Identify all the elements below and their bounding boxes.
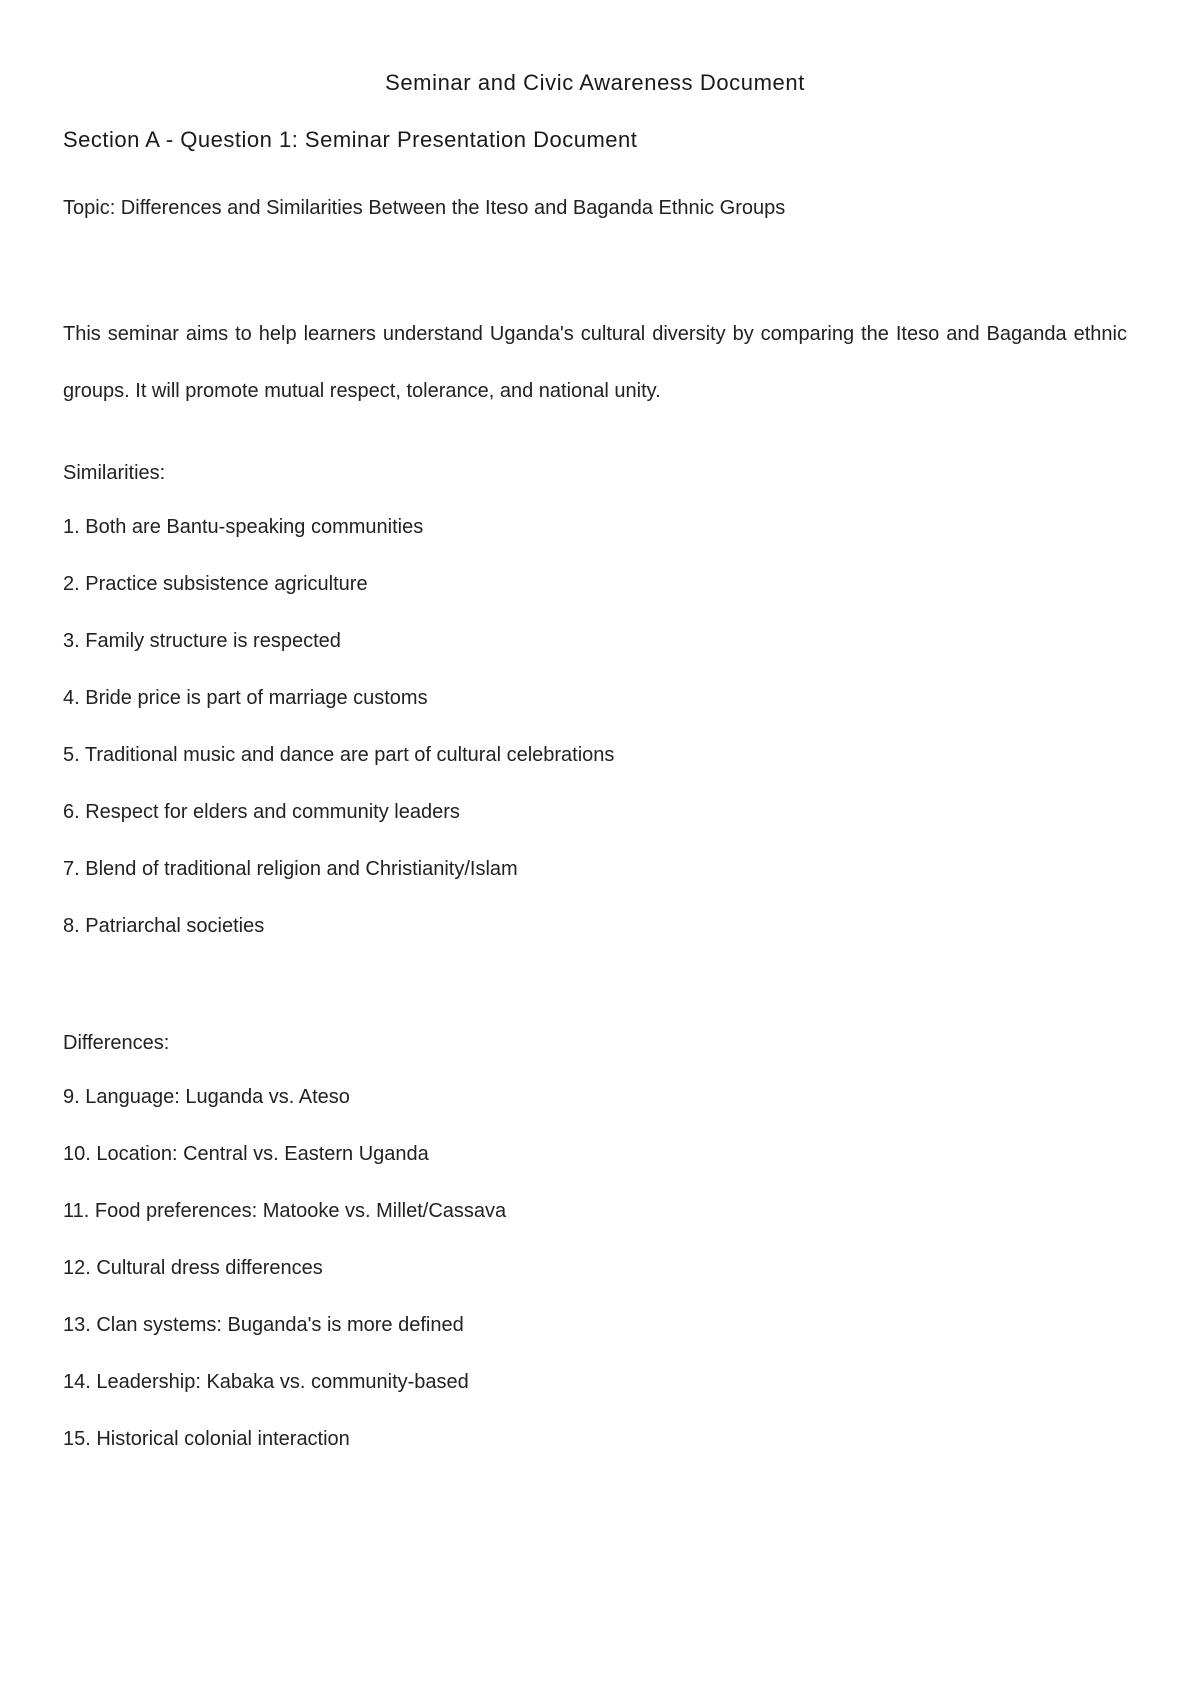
list-item: 1. Both are Bantu-speaking communities — [63, 516, 424, 538]
list-item: 10. Location: Central vs. Eastern Uganda — [63, 1143, 429, 1165]
list-item: 7. Blend of traditional religion and Christianity/Islam — [63, 858, 518, 880]
list-item: 3. Family structure is respected — [63, 630, 341, 652]
document-title: Seminar and Civic Awareness Document — [385, 70, 805, 95]
similarities-label: Similarities: — [63, 462, 166, 484]
differences-label: Differences: — [63, 1032, 170, 1054]
list-item: 5. Traditional music and dance are part of cultural celebrations — [63, 744, 615, 766]
list-item: 6. Respect for elders and community leaders — [63, 801, 460, 823]
intro-paragraph: This seminar aims to help learners understand Uganda's cultural diversity by comparing the Iteso and Baganda ethnic groups. It will promote mutual respect, tolerance, and national unity. — [63, 323, 1127, 402]
list-item: 13. Clan systems: Buganda's is more defined — [63, 1314, 464, 1336]
list-item: 14. Leadership: Kabaka vs. community-based — [63, 1371, 469, 1393]
differences-list — [63, 1085, 506, 1484]
list-item: 2. Practice subsistence agriculture — [63, 573, 368, 595]
list-item: 15. Historical colonial interaction — [63, 1428, 350, 1450]
list-item: 9. Language: Luganda vs. Ateso — [63, 1086, 350, 1108]
list-item: 4. Bride price is part of marriage customs — [63, 687, 428, 709]
similarities-list — [63, 515, 614, 971]
topic-line: Topic: Differences and Similarities Between the Iteso and Baganda Ethnic Groups — [63, 197, 786, 219]
list-item: 11. Food preferences: Matooke vs. Millet/Cassava — [63, 1200, 507, 1222]
list-item: 8. Patriarchal societies — [63, 915, 265, 937]
section-heading: Section A - Question 1: Seminar Presentation Document — [63, 127, 638, 152]
list-item: 12. Cultural dress differences — [63, 1257, 323, 1279]
